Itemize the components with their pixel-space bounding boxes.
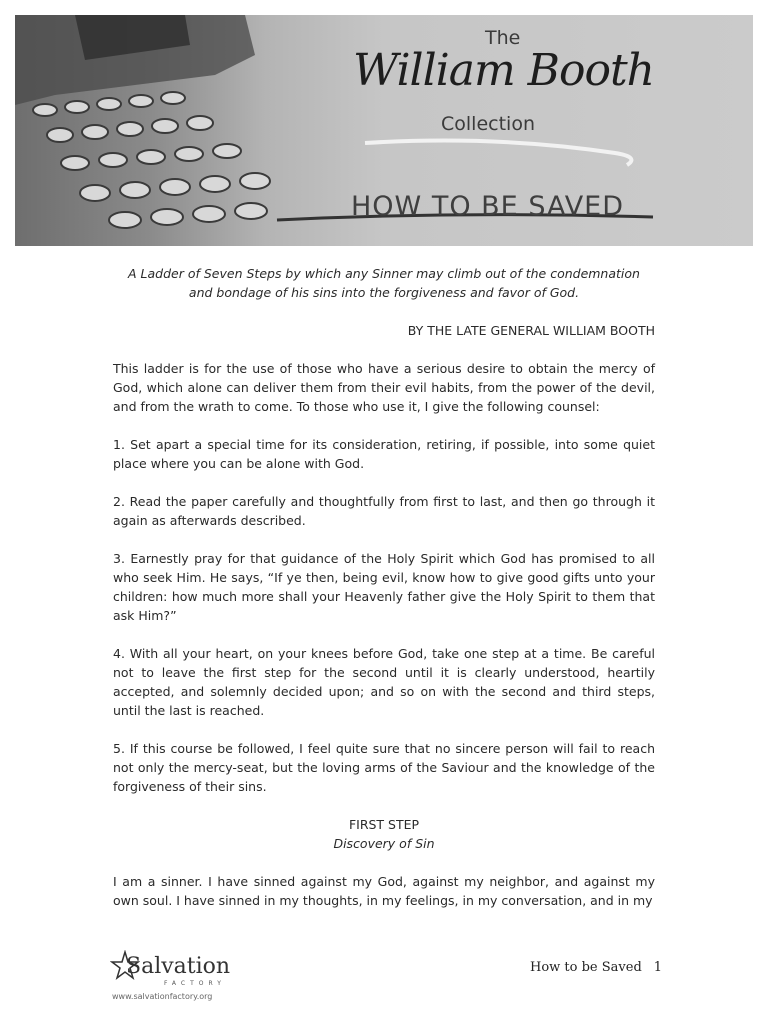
intro-line-1: A Ladder of Seven Steps by which any Sinner may climb out of the condemnation [128, 266, 640, 281]
banner-signature: William Booth [353, 45, 655, 96]
paragraph: 2. Read the paper carefully and thoughtfully from first to last, and then go through it again as afterwards described. [113, 494, 655, 528]
intro-line-2: and bondage of his sins into the forgiveness and favor of God. [188, 285, 580, 300]
banner-the: The [485, 27, 521, 49]
byline: BY THE LATE GENERAL WILLIAM BOOTH [407, 323, 655, 338]
page-number: 1 [653, 960, 663, 975]
paragraph: 1. Set apart a special time for its consideration, retiring, if possible, into some quiet place where you can be alone with God. [113, 437, 655, 471]
page-footer [530, 960, 662, 975]
logo-url: www.salvationfactory.org [112, 992, 213, 1001]
step-title: FIRST STEP [348, 817, 420, 832]
footer-doc-title: How to be Saved [530, 960, 642, 975]
paragraph: 5. If this course be followed, I feel quite sure that no sincere person will fail to reach not only the mercy-seat, but the loving arms of the Saviour and the knowledge of the forgiveness of their sins. [113, 741, 655, 794]
paragraph: This ladder is for the use of those who have a serious desire to obtain the mercy of God, which alone can deliver them from their evil habits, from the power of the devil, and from the wrath to come. To those who use it, I give the following counsel: [113, 361, 655, 414]
salvation-factory-logo [110, 950, 240, 1010]
paragraph: I am a sinner. I have sinned against my God, against my neighbor, and against my own soul. I have sinned in my thoughts, in my feelings, in my conversation, and in my [113, 874, 655, 908]
banner-collection: Collection [441, 113, 535, 135]
logo-word: Salvation [126, 954, 231, 979]
step-heading [113, 815, 655, 853]
banner-title: HOW TO BE SAVED [351, 191, 625, 222]
intro-text [113, 264, 655, 302]
paragraph: 3. Earnestly pray for that guidance of the Holy Spirit which God has promised to all who seek Him. He says, “If ye then, being evil, know how to give good gifts unto your children: how much more shall your Heavenly father give the Holy Spirit to them that ask Him?” [113, 551, 655, 623]
document-body [113, 264, 655, 929]
paragraph: 4. With all your heart, on your knees before God, take one step at a time. Be careful not to leave the first step for the second until it is clearly understood, heartily accepted, and solemnly decided upon; and so on with the second and third steps, until the last is reached. [113, 646, 655, 718]
logo-subtitle: FACTORY [164, 980, 226, 987]
step-subtitle: Discovery of Sin [333, 836, 435, 851]
header-banner [15, 15, 753, 246]
